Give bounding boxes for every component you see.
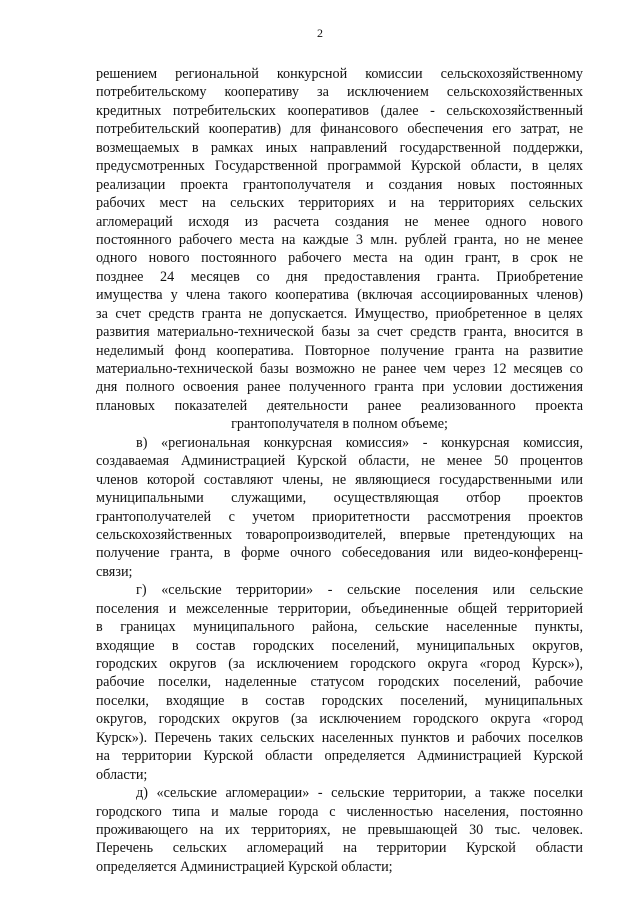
text-line: области; xyxy=(96,766,148,783)
text-line: в) «региональная конкурсная комиссия» - конкурсная комиссия, xyxy=(136,434,583,451)
text-line: потребительский кооператив) для финансового обеспечения его затрат, не xyxy=(96,121,583,138)
text-line: определяется Администрацией Курской области; xyxy=(96,858,393,875)
text-line: городского типа и малые города с численностью населения, постоянно xyxy=(96,803,583,820)
text-line: членов которой составляют члены, не являющиеся государственными или xyxy=(96,471,583,488)
text-line: рабочих мест на сельских территориях и на территориях сельских xyxy=(96,195,583,212)
page-number: 2 xyxy=(317,26,323,40)
text-line: поселения и межселенные территории, объединенные общей территорией xyxy=(96,600,583,617)
text-line: плановых показателей деятельности ранее реализованного проекта xyxy=(96,397,583,414)
text-line: проживающего на их территориях, не превышающей 30 тыс. человек. xyxy=(96,821,583,838)
text-line: имущества у члена такого кооператива (включая ассоциированных членов) xyxy=(96,287,583,304)
text-line: создаваемая Администрацией Курской области, не менее 50 процентов xyxy=(96,453,583,470)
document-body xyxy=(96,65,583,876)
text-line: потребительскому кооперативу за исключением сельскохозяйственных xyxy=(96,84,583,101)
text-line: дня полного освоения ранее полученного гранта при условии достижения xyxy=(96,379,583,396)
text-line: рабочие поселки, наделенные статусом городских поселений, рабочие xyxy=(96,674,583,691)
paragraph-continuation xyxy=(96,65,583,434)
text-line: Перечень сельских агломераций на территории Курской области xyxy=(96,840,583,857)
text-line: агломераций исходя из расчета создания не менее одного нового xyxy=(96,213,583,230)
text-line: неделимый фонд кооператива. Повторное получение гранта на развитие xyxy=(96,342,583,359)
text-line: предусмотренных Государственной программой Курской области, в целях xyxy=(96,158,583,175)
text-line: в границах муниципального района, сельские населенные пункты, xyxy=(96,619,583,636)
text-line: материально-технической базы возможно не ранее чем через 12 месяцев со xyxy=(96,361,583,377)
text-line: на территории Курской области определяется Администрацией Курской xyxy=(96,748,583,765)
text-line: грантополучателя в полном объеме; xyxy=(231,416,448,433)
paragraph-item-g xyxy=(96,581,583,784)
text-line: возмещаемых в рамках иных направлений государственной поддержки, xyxy=(96,139,583,156)
text-line: грантополучателей с учетом приоритетности рассмотрения проектов xyxy=(96,508,583,525)
text-line: муниципальными служащими, осуществляющая отбор проектов xyxy=(96,490,583,507)
text-line: входящие в состав городских поселений, муниципальных округов, xyxy=(96,637,583,654)
text-line: развития материально-технической базы за счет средств гранта, вносится в xyxy=(96,324,583,341)
text-line: позднее 24 месяцев со дня предоставления гранта. Приобретение xyxy=(96,268,583,285)
text-line: поселки, входящие в состав городских поселений, муниципальных xyxy=(96,692,583,709)
paragraph-item-v xyxy=(96,434,583,582)
text-line: Курск»). Перечень таких сельских населенных пунктов и рабочих поселков xyxy=(96,729,583,746)
text-line: решением региональной конкурсной комиссии сельскохозяйственному xyxy=(96,66,583,82)
text-line: одного нового постоянного рабочего места на один грант, в срок не xyxy=(96,250,583,267)
text-line: постоянного рабочего места на каждые 3 млн. рублей гранта, но не менее xyxy=(96,231,583,248)
text-line: г) «сельские территории» - сельские поселения или сельские xyxy=(136,582,583,599)
text-line: за счет средств гранта не допускается. Имущество, приобретенное в целях xyxy=(96,305,583,322)
paragraph-item-d xyxy=(96,784,583,876)
text-line: связи; xyxy=(96,563,133,580)
text-line: городских округов (за исключением городского округа «город Курск»), xyxy=(96,656,583,672)
text-line: кредитных потребительских кооперативов (далее - сельскохозяйственный xyxy=(96,102,583,119)
text-line: д) «сельские агломерации» - сельские территории, а также поселки xyxy=(136,785,583,802)
text-line: получение гранта, в форме очного собеседования или видео-конференц- xyxy=(96,545,583,562)
text-line: сельскохозяйственных товаропроизводителей, впервые претендующих на xyxy=(96,526,583,543)
text-line: округов, городских округов (за исключением городского округа «город xyxy=(96,711,583,728)
text-line: реализации проекта грантополучателя и создания новых постоянных xyxy=(96,176,583,193)
